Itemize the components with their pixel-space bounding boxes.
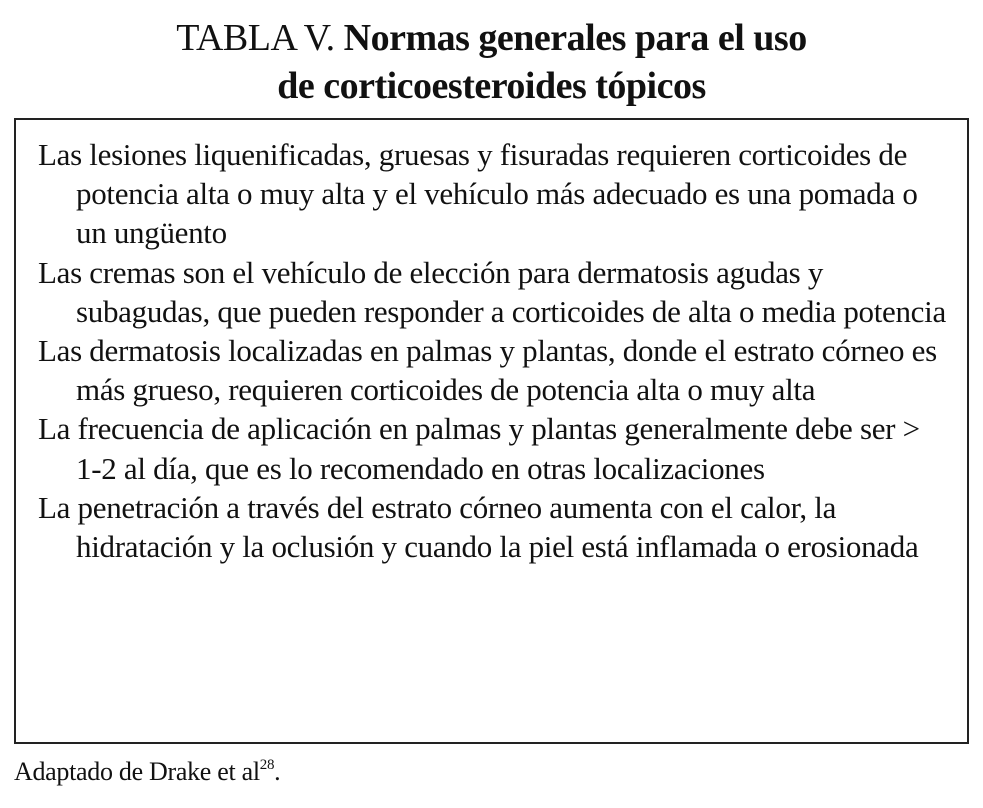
source-footnote	[14, 755, 280, 789]
footnote-text: Adaptado de Drake et al	[14, 757, 260, 786]
title-text-1: Normas generales para el uso	[343, 17, 807, 59]
rule-item: La frecuencia de aplicación en palmas y plantas generalmente debe ser > 1-2 al día, que es lo recomendado en otras localizaciones	[38, 411, 920, 486]
rules-list	[38, 135, 948, 566]
footnote-end: .	[274, 757, 281, 786]
table-label: TABLA V.	[176, 17, 335, 59]
rule-item: Las cremas son el vehículo de elección para dermatosis agudas y subagudas, que pueden responder a corticoides de alta o media potencia	[38, 254, 946, 329]
title-line-1	[0, 14, 983, 62]
table-title	[0, 14, 983, 110]
rule-item: Las lesiones liquenificadas, gruesas y fisuradas requieren corticoides de potencia alta o muy alta y el vehículo más adecuado es una pomada o un ungüento	[38, 137, 918, 251]
title-line-2: de corticoesteroides tópicos	[277, 65, 706, 107]
footnote-reference: 28	[259, 757, 275, 773]
rule-item: La penetración a través del estrato córneo aumenta con el calor, la hidratación y la oclusión y cuando la piel está inflamada o erosionada	[38, 489, 919, 565]
rule-item: Las dermatosis localizadas en palmas y plantas, donde el estrato córneo es más grueso, requieren corticoides de potencia alta o muy alta	[38, 333, 937, 408]
